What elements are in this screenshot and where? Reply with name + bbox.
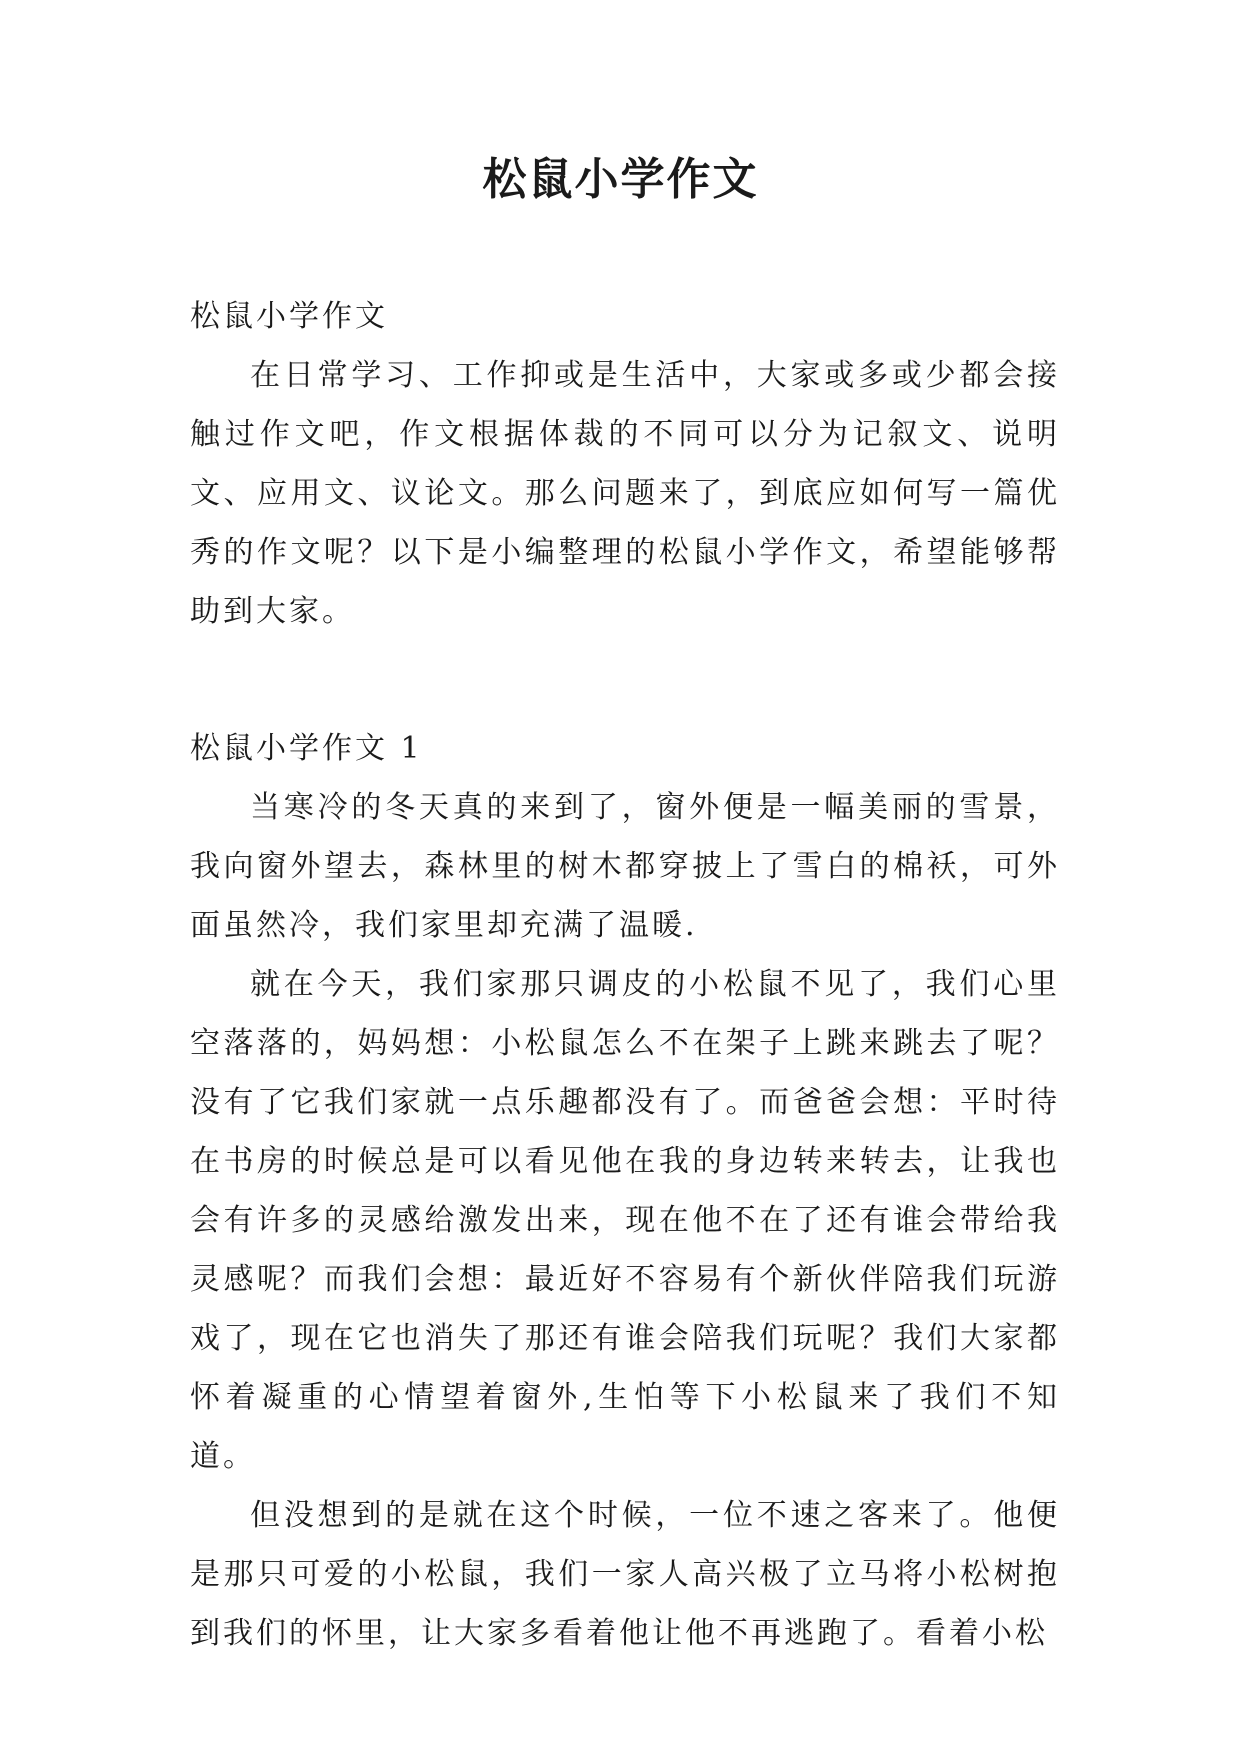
intro-paragraph: 在日常学习、工作抑或是生活中，大家或多或少都会接触过作文吧，作文根据体裁的不同可以分为记叙文、说明文、应用文、议论文。那么问题来了，到底应如何写一篇优秀的作文呢？以下是小编整理的松鼠小学作文，希望能够帮助到大家。 — [190, 358, 1060, 629]
intro-heading: 松鼠小学作文 — [190, 299, 388, 334]
document-title: 松鼠小学作文 — [482, 154, 759, 205]
section-spacer — [190, 641, 1060, 719]
document-body — [190, 287, 1060, 1663]
body-paragraph: 就在今天，我们家那只调皮的小松鼠不见了，我们心里空落落的，妈妈想：小松鼠怎么不在架子上跳来跳去了呢？没有了它我们家就一点乐趣都没有了。而爸爸会想：平时待在书房的时候总是可以看见他在我的身边转来转去，让我也会有许多的灵感给激发出来，现在他不在了还有谁会带给我灵感呢？而我们会想：最近好不容易有个新伙伴陪我们玩游戏了，现在它也消失了那还有谁会陪我们玩呢？我们大家都怀着凝重的心情望着窗外,生怕等下小松鼠来了我们不知道。 — [190, 967, 1060, 1474]
body-paragraph: 当寒冷的冬天真的来到了，窗外便是一幅美丽的雪景，我向窗外望去，森林里的树木都穿披上了雪白的棉袄，可外面虽然冷，我们家里却充满了温暖. — [190, 790, 1060, 943]
section-heading: 松鼠小学作文 1 — [190, 731, 423, 766]
body-paragraph: 但没想到的是就在这个时候，一位不速之客来了。他便是那只可爱的小松鼠，我们一家人高兴极了立马将小松树抱到我们的怀里，让大家多看着他让他不再逃跑了。看着小松 — [190, 1498, 1060, 1651]
